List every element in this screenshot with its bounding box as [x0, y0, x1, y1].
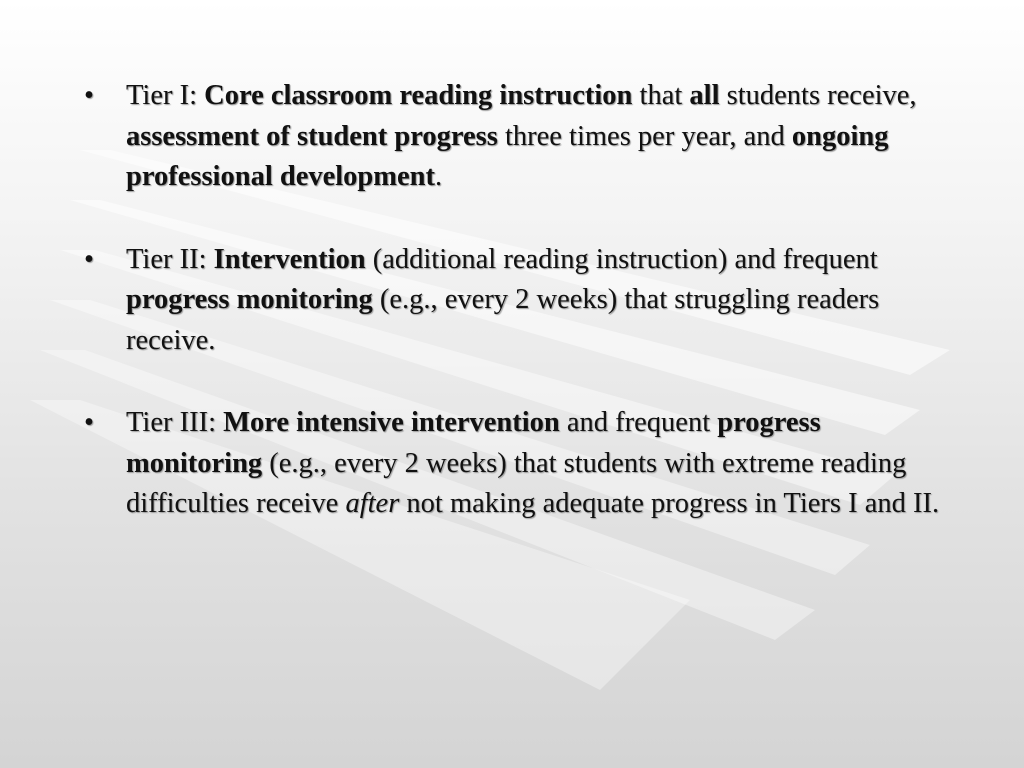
text-run: Tier III: — [126, 407, 224, 438]
bold-phrase: ongoing professional development — [126, 120, 889, 192]
bullet-item-tier-2 — [84, 240, 944, 362]
text-run: Tier II: — [126, 243, 214, 275]
bullet-dot: • — [84, 407, 94, 438]
bullet-text — [126, 80, 917, 192]
text-run: Tier I: — [126, 80, 205, 111]
italic-phrase: after — [345, 488, 400, 519]
bullet-item-tier-3 — [84, 403, 944, 525]
bold-phrase: assessment of student progress — [126, 120, 498, 152]
bullet-list — [84, 76, 944, 525]
text-run: and frequent — [559, 407, 718, 438]
bullet-dot: • — [84, 243, 94, 275]
text-run: that — [632, 80, 690, 111]
bullet-dot: • — [84, 80, 94, 111]
bold-phrase: Core classroom reading instruction — [204, 80, 633, 111]
bullet-item-tier-1 — [84, 76, 944, 198]
text-run: (e.g., every 2 weeks) that students with extreme reading difficulties receive — [126, 447, 907, 519]
bullet-text — [126, 407, 939, 519]
text-run: not making adequate progress in Tiers I and II. — [399, 488, 940, 519]
bold-phrase: Intervention — [213, 243, 366, 275]
bold-phrase: progress monitoring — [126, 284, 373, 315]
text-run: (additional reading instruction) and frequent — [365, 243, 878, 275]
text-run: . — [435, 161, 443, 192]
bold-phrase: progress monitoring — [126, 407, 821, 479]
text-run: three times per year, and — [497, 120, 792, 152]
bullet-text — [126, 244, 879, 356]
text-run: students receive, — [719, 80, 917, 111]
text-run: (e.g., every 2 weeks) that struggling readers receive. — [126, 284, 880, 356]
bold-phrase: all — [689, 80, 720, 111]
bold-phrase: More intensive intervention — [223, 407, 560, 438]
